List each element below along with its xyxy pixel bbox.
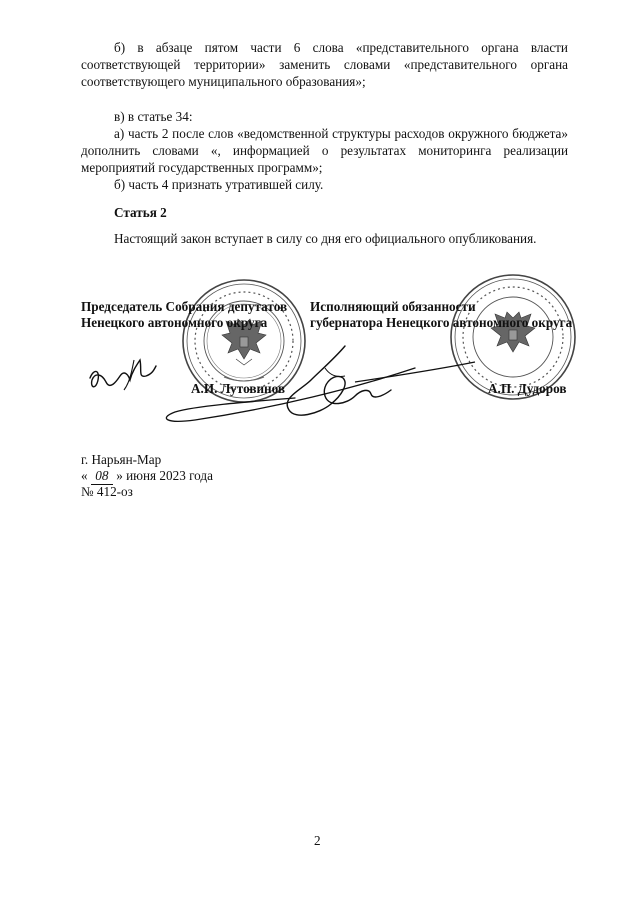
- article-2-text: Настоящий закон вступает в силу со дня его официального опубликования.: [114, 231, 537, 246]
- right-signatory-title-line2: губернатора Ненецкого автономного округа: [310, 315, 573, 330]
- left-signatory-title-line1: Председатель Собрания депутатов: [81, 299, 288, 314]
- amendment-v: в) в статье 34:: [114, 109, 193, 124]
- amendment-b-line3: соответствующего муниципального образования»;: [81, 74, 366, 89]
- handwritten-signature-right: [155, 338, 485, 438]
- place-of-signing: г. Нарьян-Мар: [81, 452, 162, 467]
- amendment-v-a-line1: а) часть 2 после слов «ведомственной структуры расходов окружного бюджета»: [114, 126, 568, 141]
- amendment-b-line2: соответствующей территории» заменить словами «представительного органа: [81, 57, 568, 72]
- amendment-b-line1: б) в абзаце пятом части 6 слова «представительного органа власти: [114, 40, 568, 55]
- date-month-year: » июня 2023 года: [116, 468, 213, 483]
- page-number: 2: [314, 833, 321, 848]
- signing-date: [81, 468, 213, 485]
- right-signatory-name: А.П. Дудоров: [488, 381, 567, 396]
- handwritten-signature-left: [84, 348, 164, 398]
- amendment-v-a-line3: мероприятий государственных программ»;: [81, 160, 323, 175]
- right-signatory-title-line1: Исполняющий обязанности: [310, 299, 476, 314]
- left-signatory-title-line2: Ненецкого автономного округа: [81, 315, 268, 330]
- left-signatory-name: А.И. Лутовинов: [191, 381, 286, 396]
- date-day-handwritten: 08: [91, 468, 113, 485]
- date-open-quote: «: [81, 468, 88, 483]
- amendment-v-b: б) часть 4 признать утратившей силу.: [114, 177, 324, 192]
- law-number: № 412-оз: [81, 484, 133, 499]
- article-2-heading: Статья 2: [114, 205, 167, 220]
- amendment-v-a-line2: дополнить словами «, информацией о результатах мониторинга реализации: [81, 143, 568, 158]
